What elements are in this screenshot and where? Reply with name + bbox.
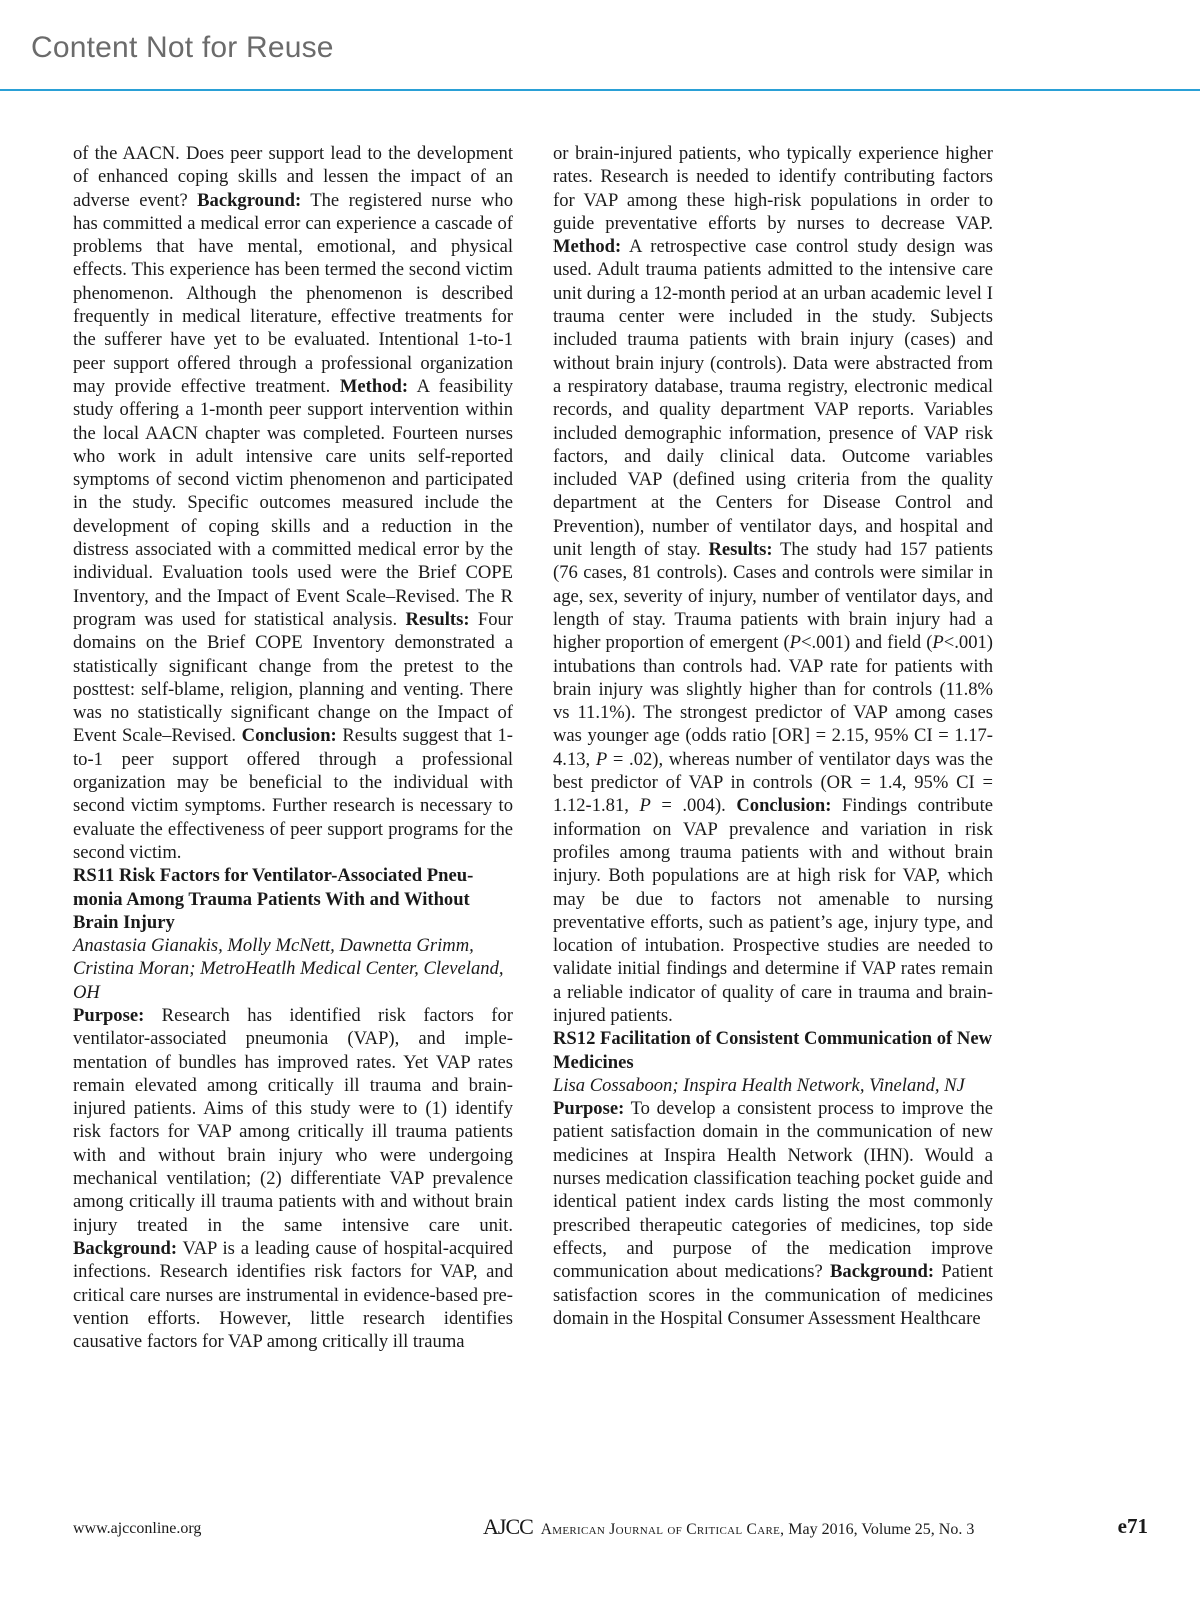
rs11-body: [73, 1004, 513, 1353]
body-text: A retrospective case control study design was used. Adult trauma patients admitted to the intensive care unit during a 12-month period at an urban academic level I trauma center were included in the study. Subjects included trauma patients with brain injury (cases) and without brain injury (controls). Data were abstracted from a respiratory database, trauma registry, electronic medical records, and quality department VAP reports. Variables included demographic information, presence of VAP risk factors, and daily clinical data. Outcome variables included VAP (defined using criteria from the quality department at the Centers for Disease Control and Prevention), number of ventilator days, and hospital and unit length of stay.: [553, 236, 993, 561]
body-text: <.001) intubations than controls had. VAP rate for patients with brain injury was slightly higher than for controls (11.8% vs 11.1%). The strongest predictor of VAP among cases was younger age (odds ratio [OR] = 2.15, 95% CI = 1.17-4.13,: [553, 632, 993, 770]
ajcc-logo: AJCC: [483, 1514, 533, 1539]
p-value-symbol: P: [789, 632, 801, 654]
body-text: Findings contribute information on VAP prevalence and variation in risk profiles among trauma patients with and without brain injury. Both populations are at high risk for VAP, which may be due to factors not amenable to nursing preventative efforts, such as patient’s age, injury type, and location of intubation. Prospective studies are needed to validate initial findings and determine if VAP rates remain a reliable indicator of quality of care in trauma and brain-injured patients.: [553, 795, 993, 1026]
body-text: = .004).: [650, 795, 737, 817]
reuse-banner: [0, 0, 1200, 91]
rs12-body: [553, 1097, 993, 1330]
body-text: A feasibility study offering a 1-month peer support intervention within the local AACN chapter was completed. Fourteen nurses who work in adult intensive care units self-reported symptoms of second victim phenomenon and participated in the study. Specific outcomes measured include the development of coping skills and a reduction in the distress associated with a committed medical error by the individual. Evaluation tools used were the Brief COPE Inventory, and the Impact of Event Scale–Revised. The R program was used for statistical analysis.: [73, 375, 514, 630]
p-value-symbol: P: [932, 632, 944, 654]
body-text: of the AACN. Does peer support lead to the development of enhanced coping skills and lessen the impact of an adverse event?: [73, 143, 513, 211]
body-text: or brain-injured patients, who typically experience higher rates. Research is needed to identify contributing factors for VAP among these high-risk populations in order to guide preventative efforts by nurses to decrease VAP.: [553, 143, 993, 234]
conclusion-label: Conclusion:: [241, 725, 337, 747]
body-text: Patient satisfaction scores in the communication of medicines domain in the Hospital Consumer Assessment Healthcare: [553, 1261, 993, 1329]
rs10-continuation: [73, 142, 513, 864]
page-footer: [73, 1514, 1148, 1544]
banner-title: Content Not for Reuse: [31, 31, 334, 64]
background-label: Background:: [73, 1237, 178, 1259]
rs12-authors: Lisa Cossaboon; Inspira Health Network, Vineland, NJ: [553, 1074, 965, 1096]
body-text: = .02), whereas number of ventilator days was the best predictor of VAP in controls (OR = 1.4, 95% CI = 1.12-1.81,: [553, 748, 993, 817]
rs11-authors: Anastasia Gianakis, Molly McNett, Dawnetta Grimm, Cristina Moran; MetroHeatlh Medical Center, Cleveland, OH: [73, 935, 504, 1003]
rs11-title: RS11 Risk Factors for Ventilator-Associated Pneumonia Among Trauma Patients With and Without Brain Injury: [73, 865, 474, 933]
p-value-symbol: P: [595, 748, 608, 770]
background-label: Background:: [830, 1261, 935, 1283]
conclusion-label: Conclusion:: [736, 795, 832, 817]
right-column: [553, 142, 993, 1330]
body-text: To develop a consistent process to improve the patient satisfaction domain in the communication of new medicines at Inspira Health Network (IHN). Would a nurses medication classification teaching pocket guide and identical patient index cards listing the most commonly prescribed therapeutic categories of medicines, top side effects, and purpose of the medication improve communication about medications?: [553, 1098, 993, 1283]
page-number: e71: [1117, 1514, 1148, 1538]
journal-name: American Journal of Critical Care,: [540, 1521, 785, 1538]
p-value-symbol: P: [639, 795, 651, 817]
body-text: Results suggest that 1-to-1 peer support offered through a professional organization may be beneficial to the individual with second victim symptoms. Further research is necessary to evaluate the effectiveness of peer support programs for the second victim.: [73, 725, 513, 863]
left-column: [73, 142, 513, 1353]
journal-url: www.ajcconline.org: [73, 1520, 202, 1537]
body-text: Four domains on the Brief COPE Inventory demonstrated a statistically significant change from the pretest to the posttest: self-blame, religion, planning and venting. There was no statistically significant change on the Impact of Event Scale–Revised.: [73, 608, 513, 747]
body-text: VAP is a leading cause of hospital-acquired infections. Research identifies risk factors for VAP, and critical care nurses are instrumental in evidence-based prevention efforts. However, little research identifies causative factors for VAP among critically ill trauma: [73, 1237, 513, 1353]
method-label: Method:: [553, 236, 622, 258]
journal-citation: [483, 1514, 974, 1540]
body-text: Research has identified risk factors for ventilator-associated pneumonia (VAP), and implementation of bundles has improved rates. Yet VAP rates remain elevated among critically ill trauma and brain-injured patients. Aims of this study were to (1) identify risk factors for VAP among critically ill trauma patients with and without brain injury who were undergoing mechanical ventilation; (2) differentiate VAP prevalence among critically ill trauma patients with and without brain injury treated in the same intensive care unit.: [73, 1004, 513, 1236]
body-text: <.001) and field (: [801, 632, 933, 654]
body-text: The study had 157 patients (76 cases, 81 controls). Cases and controls were similar in age, sex, severity of injury, number of ventilator days, and length of stay. Trauma patients with brain injury had a higher proportion of emergent (: [553, 539, 993, 654]
method-label: Method:: [339, 375, 409, 397]
purpose-label: Purpose:: [553, 1098, 625, 1120]
results-label: Results:: [405, 608, 470, 630]
rs11-continuation: [553, 142, 993, 1027]
body-text: The registered nurse who has committed a medical error can experience a cascade of problems that have mental, emotional, and physical effects. This experience has been termed the second victim phenomenon. Although the phenomenon is described frequently in medical literature, effective treatments for the sufferer have yet to be evaluated. Intentional 1-to-1 peer support offered through a professional organization may provide effective treatment.: [73, 189, 513, 397]
rs12-title: RS12 Facilitation of Consistent Communication of New Medicines: [553, 1028, 993, 1073]
background-label: Background:: [197, 189, 302, 211]
results-label: Results:: [708, 539, 773, 561]
issue-info: May 2016, Volume 25, No. 3: [784, 1521, 975, 1538]
purpose-label: Purpose:: [73, 1004, 145, 1026]
